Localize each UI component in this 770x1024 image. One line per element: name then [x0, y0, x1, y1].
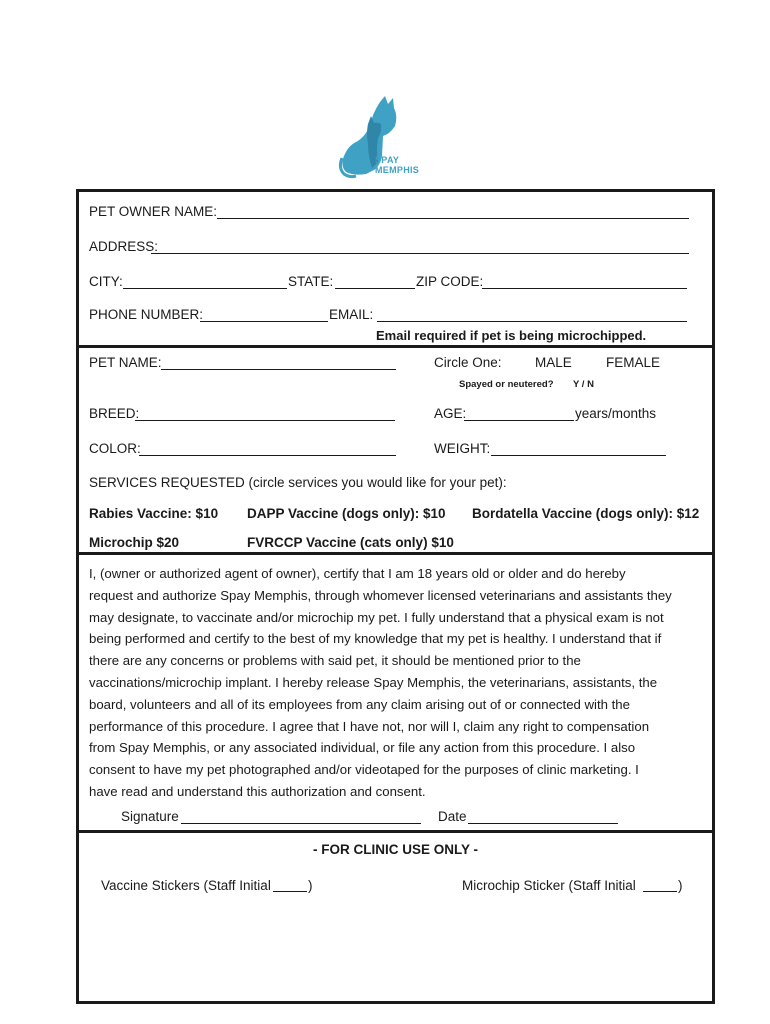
state-field[interactable] — [335, 288, 415, 289]
phone-field[interactable] — [200, 321, 328, 322]
city-field[interactable] — [123, 288, 287, 289]
signature-label: Signature — [121, 809, 179, 824]
color-field[interactable] — [139, 455, 396, 456]
consent-line: I, (owner or authorized agent of owner), certify that I am 18 years old or older and do hereby — [89, 566, 626, 581]
consent-text — [89, 563, 709, 803]
color-label: COLOR: — [89, 441, 141, 456]
age-unit: years/months — [575, 406, 657, 421]
address-field[interactable] — [151, 253, 689, 254]
breed-field[interactable] — [135, 420, 395, 421]
phone-label: PHONE NUMBER: — [89, 307, 204, 322]
vaccine-stickers-label: Vaccine Stickers (Staff Initial — [101, 878, 271, 893]
clinic-use-heading: - FOR CLINIC USE ONLY - — [312, 842, 478, 857]
date-field[interactable] — [468, 823, 618, 824]
state-label: STATE: — [288, 274, 334, 289]
service-bordatella[interactable]: Bordatella Vaccine (dogs only): $12 — [472, 506, 700, 521]
zip-field[interactable] — [482, 288, 687, 289]
close-paren: ) — [678, 878, 683, 893]
section-divider — [79, 552, 712, 555]
email-field[interactable] — [377, 321, 687, 322]
service-microchip[interactable]: Microchip $20 — [89, 535, 180, 550]
section-divider — [79, 830, 712, 833]
owner-name-field[interactable] — [217, 218, 689, 219]
consent-line: being performed and certify to the best of my knowledge that my pet is healthy. I understand that if — [89, 631, 662, 647]
service-rabies[interactable]: Rabies Vaccine: $10 — [89, 506, 219, 521]
microchip-sticker-label: Microchip Sticker (Staff Initial — [462, 878, 636, 893]
pet-name-field[interactable] — [161, 369, 396, 370]
date-label: Date — [438, 809, 467, 824]
sex-male-option[interactable]: MALE — [535, 355, 572, 370]
service-fvrccp[interactable]: FVRCCP Vaccine (cats only) $10 — [247, 535, 454, 550]
consent-line: vaccinations/microchip implant. I hereby release Spay Memphis, the veterinarians, assistants, the — [89, 674, 658, 690]
service-dapp[interactable]: DAPP Vaccine (dogs only): $10 — [247, 506, 446, 521]
breed-label: BREED: — [89, 406, 140, 421]
close-paren: ) — [308, 878, 313, 893]
owner-name-label: PET OWNER NAME: — [89, 204, 218, 219]
sex-female-option[interactable]: FEMALE — [606, 355, 661, 370]
section-divider — [79, 345, 712, 348]
vaccine-stickers-initial-field[interactable] — [273, 891, 307, 892]
zip-label: ZIP CODE: — [416, 274, 484, 289]
consent-line: may designate, to vaccinate and/or microchip my pet. I fully understand that a physical exam is not — [89, 609, 664, 625]
weight-field[interactable] — [491, 455, 666, 456]
consent-line: consent to have my pet photographed and/or videotaped for the purposes of clinic marketing. I — [89, 762, 639, 778]
address-label: ADDRESS: — [89, 239, 159, 254]
microchip-sticker-initial-field[interactable] — [643, 891, 677, 892]
consent-line: from Spay Memphis, or any associated individual, or file any action from this procedure. I also — [89, 740, 636, 756]
consent-line: request and authorize Spay Memphis, through whomever licensed veterinarians and assistants they — [89, 587, 672, 603]
consent-line: board, volunteers and all of its employees from any claim arising out of or connected with the — [89, 696, 630, 712]
consent-line: have read and understand this authorization and consent. — [89, 783, 426, 799]
circle-one-label: Circle One: — [434, 355, 502, 370]
age-label: AGE: — [434, 406, 467, 421]
logo-line-memphis: MEMPHIS — [375, 165, 420, 175]
consent-line: there are any concerns or problems with said pet, it should be mentioned prior to the — [89, 653, 581, 669]
consent-line: performance of this procedure. I agree that I have not, nor will I, claim any right to compensation — [89, 718, 650, 734]
weight-label: WEIGHT: — [434, 441, 491, 456]
signature-field[interactable] — [181, 823, 421, 824]
logo-text — [375, 155, 419, 175]
spayed-options[interactable]: Y / N — [573, 379, 594, 390]
email-note: Email required if pet is being microchipped. — [376, 328, 647, 343]
pet-name-label: PET NAME: — [89, 355, 162, 370]
registration-form — [76, 189, 715, 1004]
logo-line-spay: SPAY — [375, 155, 400, 165]
spayed-label: Spayed or neutered? — [459, 379, 554, 390]
age-field[interactable] — [464, 420, 574, 421]
email-label: EMAIL: — [329, 307, 374, 322]
services-heading: SERVICES REQUESTED (circle services you would like for your pet): — [89, 475, 507, 490]
city-label: CITY: — [89, 274, 123, 289]
